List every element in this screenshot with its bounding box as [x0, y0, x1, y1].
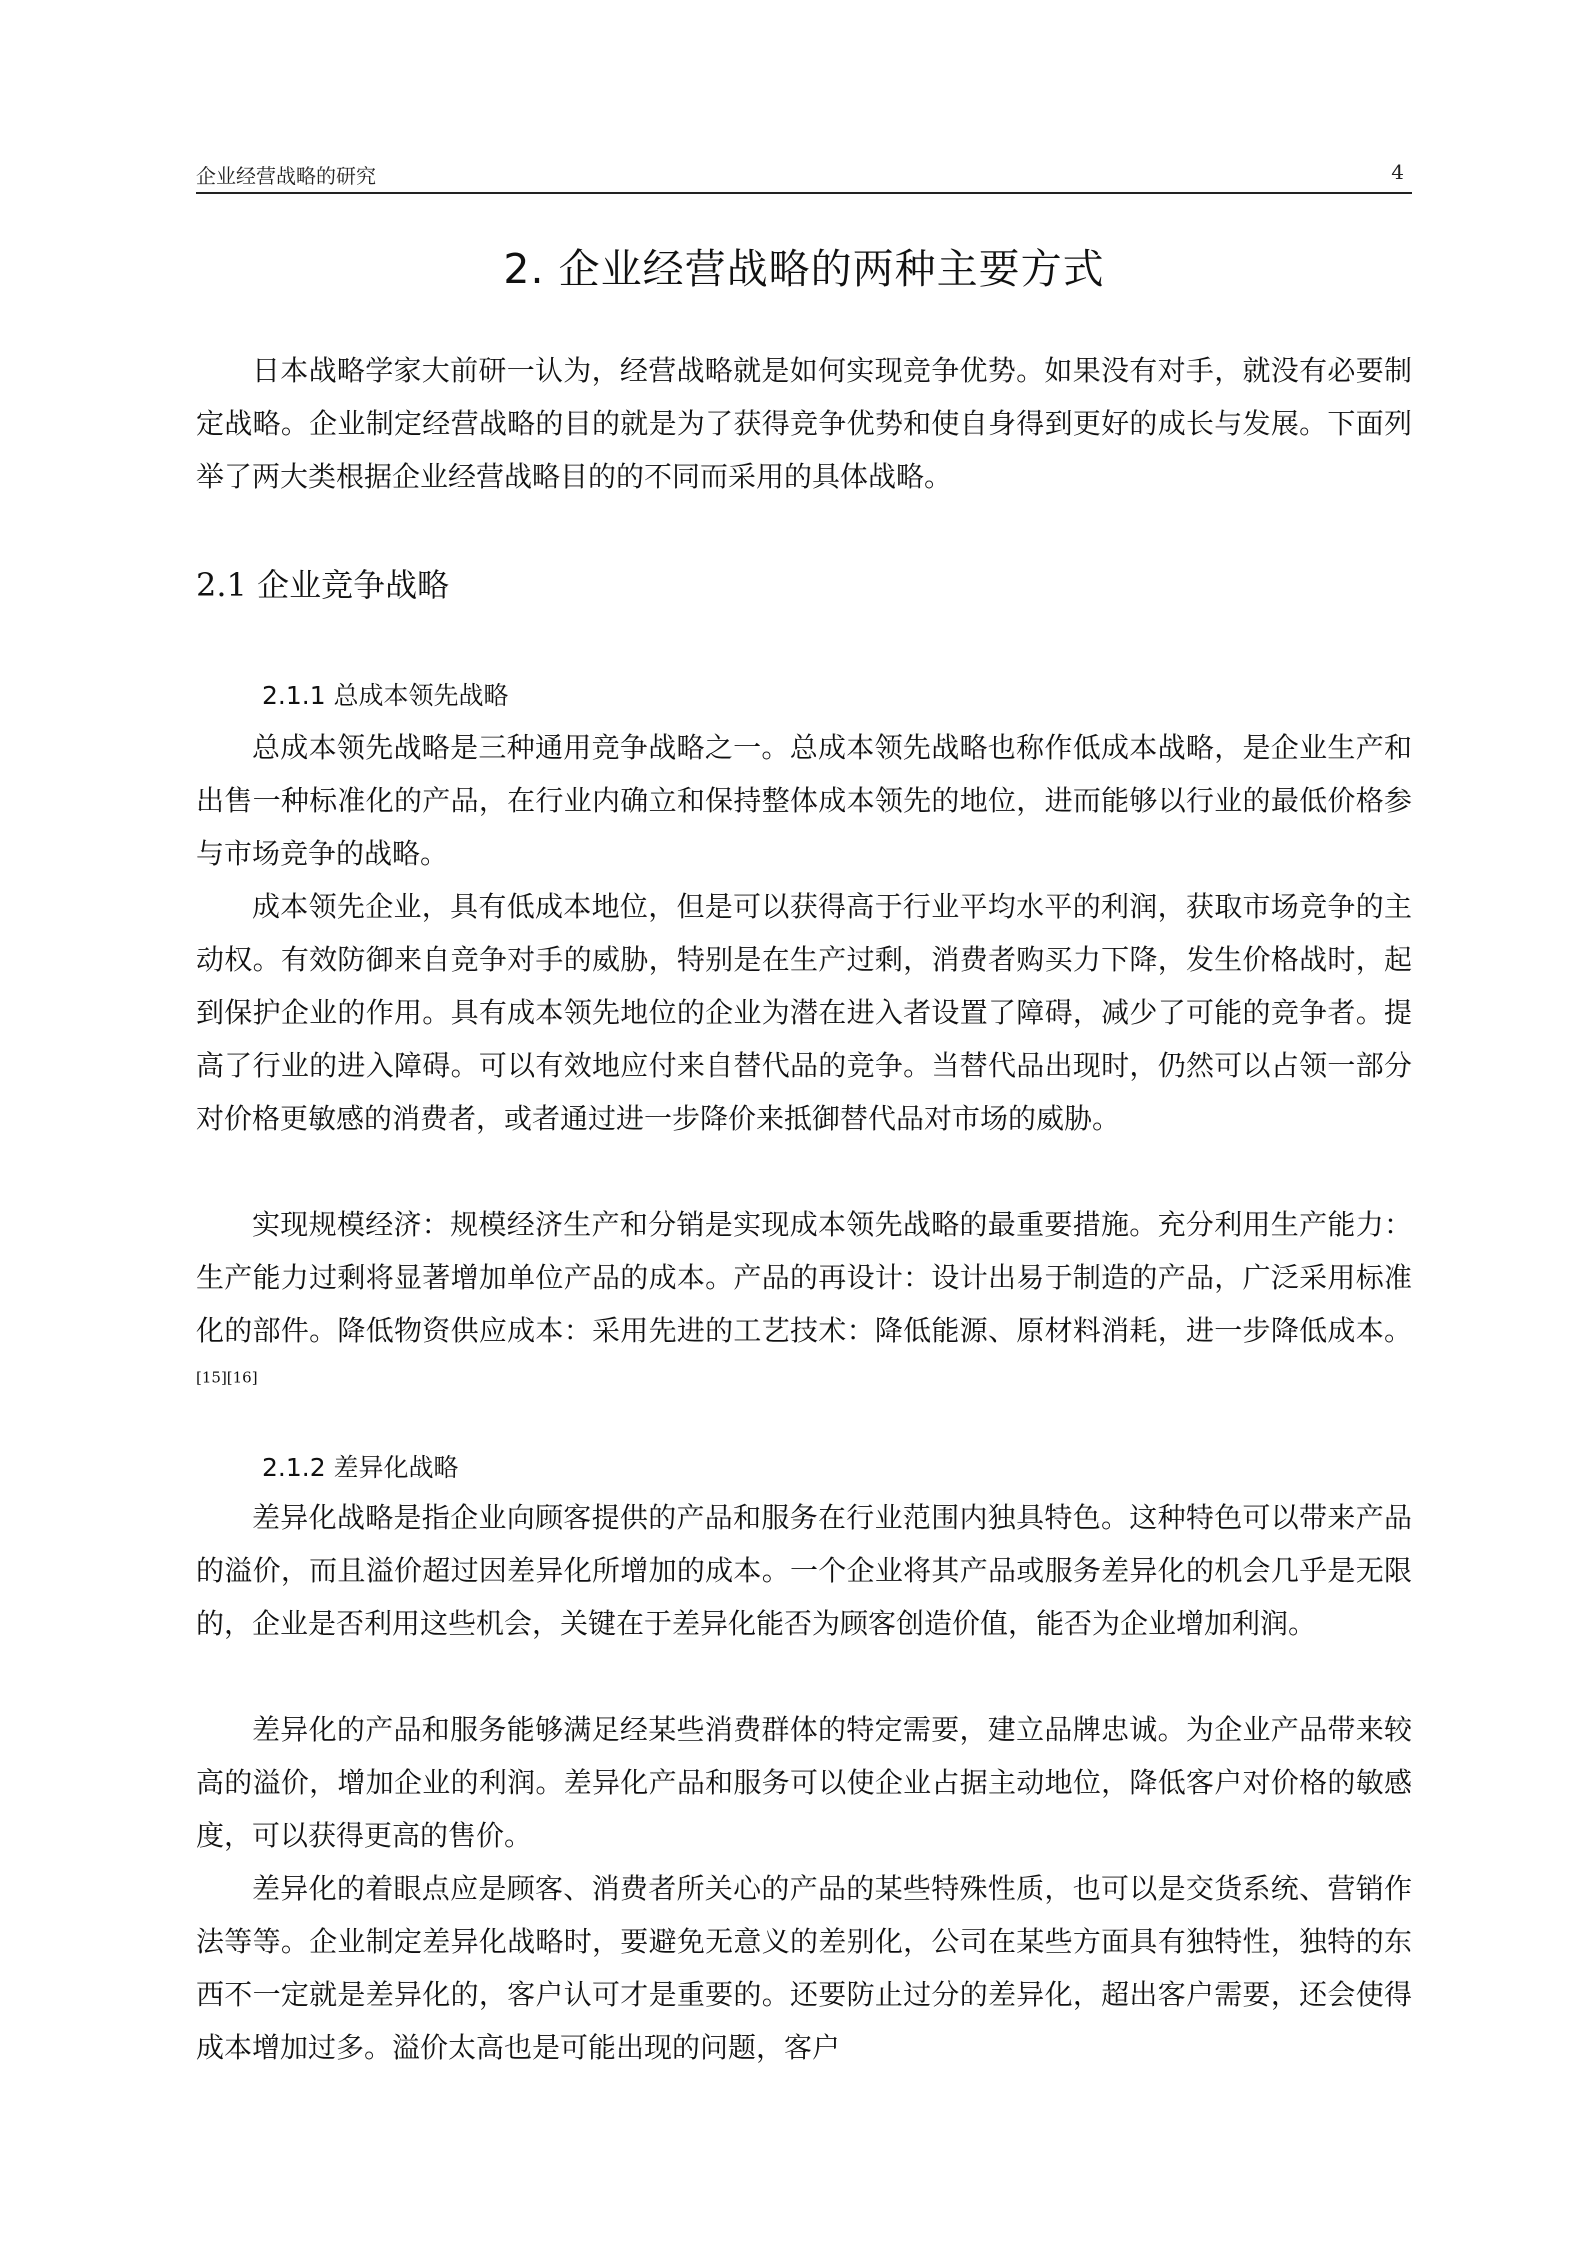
section-heading-2-1: 2.1 企业竞争战略 [196, 566, 450, 604]
subsection-heading-2-1-1: 2.1.1 总成本领先战略 [262, 681, 509, 710]
page-number: 4 [1391, 160, 1404, 184]
chapter-title: 2. 企业经营战略的两种主要方式 [503, 245, 1105, 293]
paragraph-2-1-1-b: 成本领先企业，具有低成本地位，但是可以获得高于行业平均水平的利润，获取市场竞争的主动权。有效防御来自竞争对手的威胁，特别是在生产过剩，消费者购买力下降，发生价格战时，起到保护企业的作用。具有成本领先地位的企业为潜在进入者设置了障碍，减少了可能的竞争者。提高了行业的进入障碍。可以有效地应付来自替代品的竞争。当替代品出现时，仍然可以占领一部分对价格更敏感的消费者，或者通过进一步降价来抵御替代品对市场的威胁。 [196, 890, 1412, 1135]
paragraph-2-1-2-c: 差异化的着眼点应是顾客、消费者所关心的产品的某些特殊性质，也可以是交货系统、营销作法等等。企业制定差异化战略时，要避免无意义的差别化，公司在某些方面具有独特性，独特的东西不一定就是差异化的，客户认可才是重要的。还要防止过分的差异化，超出客户需要，还会使得成本增加过多。溢价太高也是可能出现的问题，客户 [196, 1872, 1412, 2064]
paragraph-2-1-2-a: 差异化战略是指企业向顾客提供的产品和服务在行业范围内独具特色。这种特色可以带来产品的溢价，而且溢价超过因差异化所增加的成本。一个企业将其产品或服务差异化的机会几乎是无限的，企业是否利用这些机会，关键在于差异化能否为顾客创造价值，能否为企业增加利润。 [196, 1501, 1412, 1640]
paragraph-2-1-1-c [196, 1198, 1412, 1410]
intro-paragraph: 日本战略学家大前研一认为，经营战略就是如何实现竞争优势。如果没有对手，就没有必要制定战略。企业制定经营战略的目的就是为了获得竞争优势和使自身得到更好的成长与发展。下面列举了两大类根据企业经营战略目的的不同而采用的具体战略。 [196, 354, 1412, 493]
subsection-heading-2-1-2: 2.1.2 差异化战略 [262, 1453, 459, 1482]
citation-reference: [15][16] [196, 1368, 258, 1387]
running-header-title: 企业经营战略的研究 [196, 164, 376, 188]
paragraph-2-1-1-a: 总成本领先战略是三种通用竞争战略之一。总成本领先战略也称作低成本战略，是企业生产和出售一种标准化的产品，在行业内确立和保持整体成本领先的地位，进而能够以行业的最低价格参与市场竞争的战略。 [196, 731, 1412, 870]
paragraph-2-1-1-c-text: 实现规模经济：规模经济生产和分销是实现成本领先战略的最重要措施。充分利用生产能力：生产能力过剩将显著增加单位产品的成本。产品的再设计：设计出易于制造的产品，广泛采用标准化的部件。降低物资供应成本：采用先进的工艺技术：降低能源、原材料消耗，进一步降低成本。 [196, 1208, 1412, 1347]
header-divider [196, 192, 1412, 194]
paragraph-2-1-2-b: 差异化的产品和服务能够满足经某些消费群体的特定需要，建立品牌忠诚。为企业产品带来较高的溢价，增加企业的利润。差异化产品和服务可以使企业占据主动地位，降低客户对价格的敏感度，可以获得更高的售价。 [196, 1713, 1412, 1852]
